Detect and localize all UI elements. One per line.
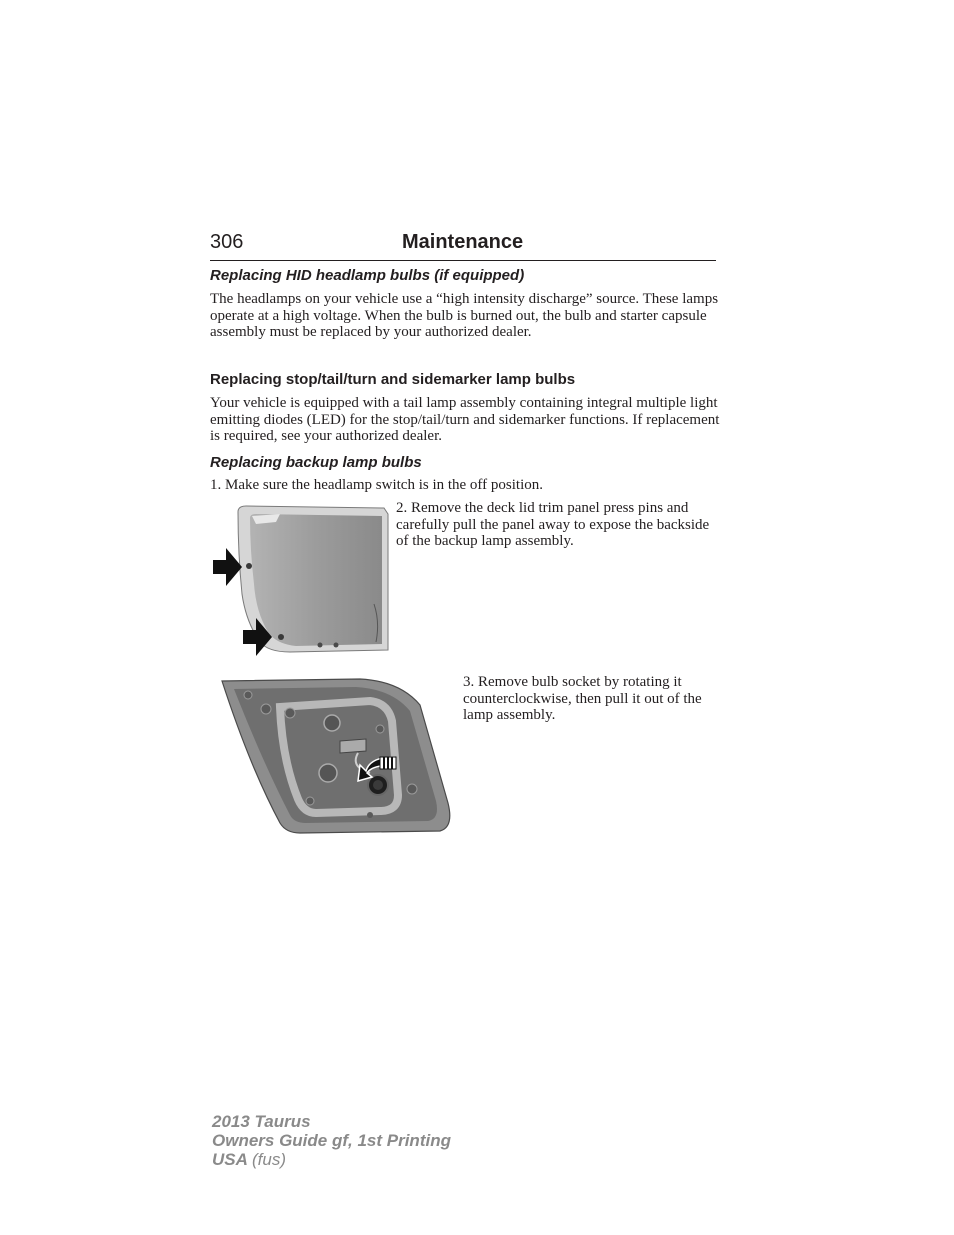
page-header	[210, 230, 716, 261]
paragraph-stop-tail-turn: Your vehicle is equipped with a tail lamp assembly containing integral multiple light emitting diodes (LED) for the stop/tail/turn and sidemarker functions. If replacement is required, see your authorized dealer.	[210, 395, 720, 444]
press-pin-upper	[246, 563, 252, 569]
footer-publication-info	[212, 1112, 451, 1169]
paragraph-hid-headlamp: The headlamps on your vehicle use a “high intensity discharge” source. These lamps operate at a high voltage. When the bulb is burned out, the bulb and starter capsule assembly must be replaced by your authorized dealer.	[210, 291, 719, 340]
footer-region-code: USA	[212, 1150, 248, 1169]
press-pin-lower	[278, 634, 284, 640]
footer-edition: Owners Guide gf, 1st Printing	[212, 1131, 451, 1150]
footer-region-suffix: (fus)	[252, 1150, 286, 1169]
page-number: 306	[210, 231, 244, 253]
heading-hid-headlamp: Replacing HID headlamp bulbs (if equipped)	[210, 267, 525, 284]
lamp-assembly-illustration	[220, 677, 456, 837]
step-2: 2. Remove the deck lid trim panel press pins and carefully pull the panel away to expose the backside of the backup lamp assembly.	[396, 500, 710, 549]
section-title: Maintenance	[402, 231, 524, 253]
heading-backup-lamp: Replacing backup lamp bulbs	[210, 454, 422, 471]
footer-region	[212, 1150, 451, 1169]
trim-panel-illustration	[210, 504, 390, 660]
heading-stop-tail-turn: Replacing stop/tail/turn and sidemarker lamp bulbs	[210, 371, 576, 388]
arrow-upper-icon	[213, 548, 242, 586]
footer-model: 2013 Taurus	[212, 1112, 311, 1131]
step-1: 1. Make sure the headlamp switch is in the off position.	[210, 477, 543, 493]
step-3: 3. Remove bulb socket by rotating it counterclockwise, then pull it out of the lamp assembly.	[463, 674, 702, 723]
